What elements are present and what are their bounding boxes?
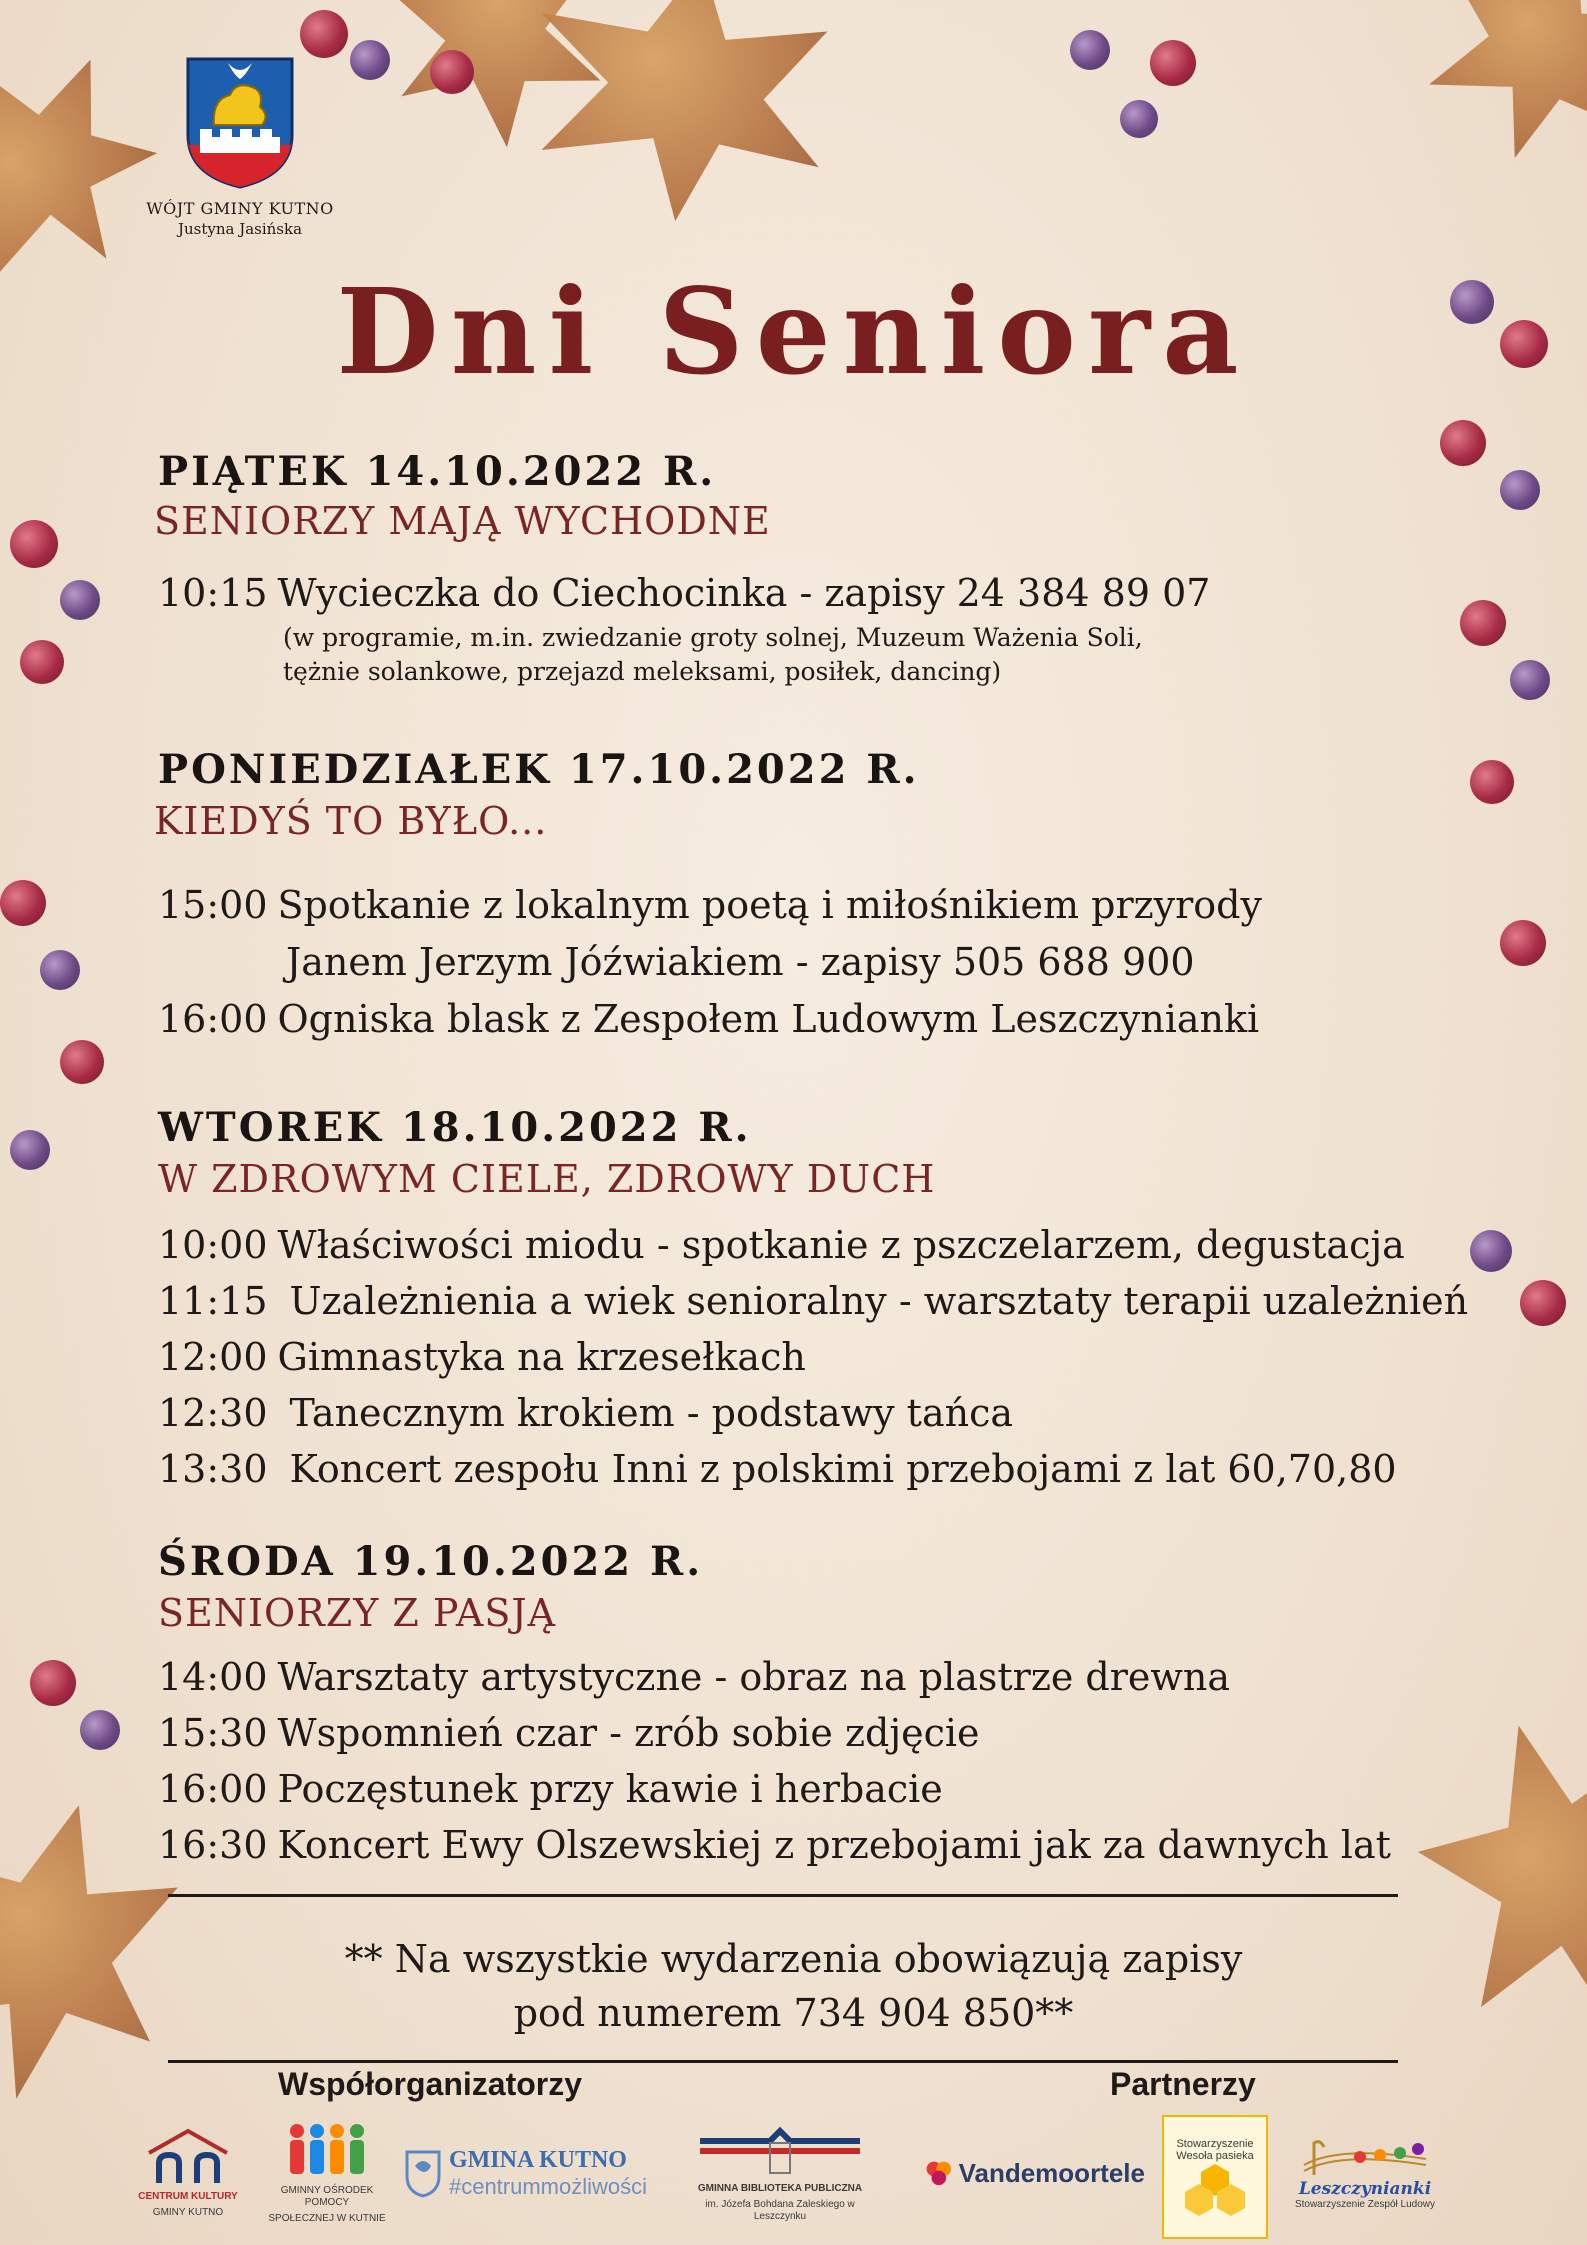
- event-row: 14:00 Warsztaty artystyczne - obraz na plastrze drewna: [158, 1655, 1231, 1699]
- municipality-logo: [130, 55, 350, 238]
- logo-vandemoortele: Vandemoortele: [925, 2118, 1145, 2228]
- logo-name: Justyna Jasińska: [177, 220, 303, 238]
- honeycomb-icon: [1183, 2162, 1247, 2216]
- event-row: 12:00 Gimnastyka na krzesełkach: [158, 1335, 806, 1379]
- registration-note: ** Na wszystkie wydarzenia obowiązują zapisy pod numerem 734 904 850**: [344, 1937, 1243, 2035]
- event-row: 15:00 Spotkanie z lokalnym poetą i miłośnikiem przyrody: [158, 883, 1262, 927]
- event-row: 16:00 Ogniska blask z Zespołem Ludowym Leszczynianki: [158, 997, 1260, 1041]
- event-row: 13:30 Koncert zespołu Inni z polskimi przebojami z lat 60,70,80: [158, 1447, 1397, 1491]
- event-row: 12:30 Tanecznym krokiem - podstawy tańca: [158, 1391, 1014, 1435]
- event-note: tężnie solankowe, przejazd meleksami, posiłek, dancing): [283, 657, 1002, 686]
- library-icon: [700, 2123, 860, 2179]
- house-arches-icon: [145, 2127, 231, 2187]
- divider: [168, 2060, 1398, 2063]
- logo-caption: WÓJT GMINY KUTNO: [146, 199, 334, 218]
- day-heading: PONIEDZIAŁEK 17.10.2022 R.: [158, 746, 920, 793]
- day-section-monday: [154, 746, 1458, 1047]
- event-note: (w programie, m.in. zwiedzanie groty solnej, Muzeum Ważenia Soli,: [283, 623, 1143, 652]
- coorganizers-title: Współorganizatorzy: [278, 2066, 583, 2102]
- people-icon: [282, 2121, 372, 2181]
- day-heading: PIĄTEK 14.10.2022 R.: [158, 448, 717, 495]
- logo-wesola-pasieka: Stowarzyszenie Wesoła pasieka: [1162, 2115, 1268, 2239]
- event-row: 10:00 Właściwości miodu - spotkanie z pszczelarzem, degustacja: [158, 1223, 1405, 1267]
- day-section-wednesday: [158, 1538, 1458, 1873]
- day-section-tuesday: [158, 1104, 1469, 1497]
- day-heading: WTOREK 18.10.2022 R.: [158, 1104, 752, 1151]
- day-theme: SENIORZY MAJĄ WYCHODNE: [154, 499, 771, 543]
- music-notes-icon: [1300, 2135, 1430, 2179]
- day-section-friday: [154, 448, 1458, 689]
- coat-of-arms-icon: [184, 55, 296, 189]
- event-row: 11:15 Uzależnienia a wiek senioralny - warsztaty terapii uzależnień: [158, 1279, 1469, 1323]
- gmina-icon: [403, 2148, 443, 2198]
- divider: [168, 1894, 1398, 1897]
- day-theme: KIEDYŚ TO BYŁO...: [154, 799, 548, 843]
- logo-centrum-kultury: CENTRUM KULTURY GMINY KUTNO: [128, 2118, 248, 2228]
- page-title: Dni Seniora: [336, 262, 1251, 401]
- event-row: 10:15 Wycieczka do Ciechocinka - zapisy 24 384 89 07: [158, 571, 1211, 615]
- event-row: Janem Jerzym Jóźwiakiem - zapisy 505 688 900: [286, 940, 1195, 984]
- logo-biblioteka: GMINNA BIBLIOTEKA PUBLICZNA im. Józefa Bohdana Zaleskiego w Leszczynku: [695, 2118, 865, 2228]
- day-theme: SENIORZY Z PASJĄ: [158, 1591, 557, 1635]
- logo-leszczynianki: Leszczynianki Stowarzyszenie Zespół Ludowy: [1290, 2118, 1440, 2228]
- flower-icon: [925, 2156, 953, 2190]
- event-row: 16:30 Koncert Ewy Olszewskiej z przebojami jak za dawnych lat: [158, 1823, 1391, 1867]
- event-row: 16:00 Poczęstunek przy kawie i herbacie: [158, 1767, 943, 1811]
- day-theme: W ZDROWYM CIELE, ZDROWY DUCH: [158, 1157, 936, 1201]
- logo-gmina-kutno: GMINA KUTNO #centrummożliwości: [400, 2118, 650, 2228]
- event-row: 15:30 Wspomnień czar - zrób sobie zdjęcie: [158, 1711, 980, 1755]
- logo-gops: GMINNY OŚRODEK POMOCY SPOŁECZNEJ W KUTNIE: [262, 2118, 392, 2228]
- day-heading: ŚRODA 19.10.2022 R.: [158, 1538, 704, 1585]
- partners-title: Partnerzy: [1110, 2066, 1256, 2102]
